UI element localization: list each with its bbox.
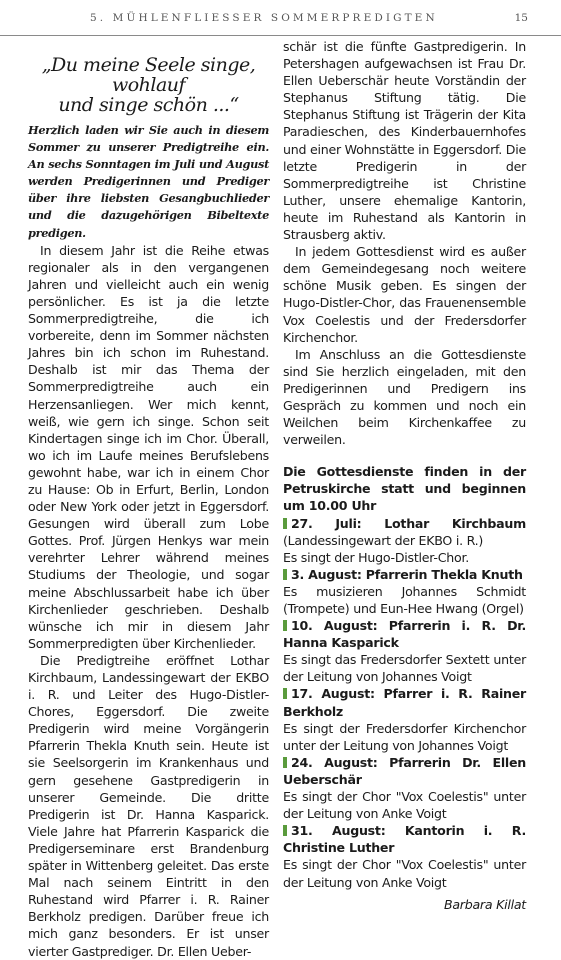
schedule-entry-music: Es singt das Fredersdorfer Sextett unter der Leitung von Johannes Voigt (283, 652, 526, 685)
schedule-entry-date-preacher: 10. August: Pfarrerin i. R. Dr. Hanna Kasparick (283, 618, 526, 651)
schedule-entry-music: Es singt der Chor "Vox Coelestis" unter der Leitung von Anke Voigt (283, 789, 526, 822)
article-title-line-2: und singe schön ...“ (58, 94, 239, 116)
bullet-marker-icon (283, 757, 287, 768)
article-title (28, 55, 269, 115)
article-title-line-1: „Du meine Seele singe, wohlauf (41, 54, 256, 96)
bullet-marker-icon (283, 569, 287, 580)
schedule-entry (283, 822, 526, 890)
schedule-entry-music: Es singt der Chor "Vox Coelestis" unter der Leitung von Anke Voigt (283, 857, 526, 890)
article-lead: Herzlich laden wir Sie auch in diesem Sommer zu unserer Predigtreihe ein. An sechs Sonntagen im Juli und August werden Predigerinnen und Prediger über ihre liebsten Gesangbuchlieder und die dazugehörigen Bibeltexte predigen. (28, 123, 269, 240)
paragraph-1: In diesem Jahr ist die Reihe etwas regionaler als in den vergangenen Jahren und vielleicht auch ein wenig persönlicher. Es ist ja die letzte Sommerpredigtreihe, die ich vorbereite, denn im Sommer nächsten Jahres bin ich schon im Ruhestand. Deshalb ist mir das Thema der Sommerpredigtreihe auch ein Herzensanliegen. Wer mich kennt, weiß, wie gern ich singe. Schon seit Kindertagen singe ich im Chor. Überall, wo ich im Laufe meines Berufslebens gewohnt habe, war ich in einem Chor zu Hause: Ob in Erfurt, Berlin, London oder New York oder jetzt in Eggersdorf. Gesungen wird überall zum Lobe Gottes. Prof. Jürgen Henkys war mein verehrter Lehrer während meines Studiums der Theologie, und sogar meine Abschlussarbeit habe ich über Kirchenlieder geschrieben. Deshalb wünsche ich mir in diesem Jahr Sommerpredigten über Kirchenlieder. (28, 242, 269, 651)
schedule-entry (283, 515, 526, 566)
paragraph-2-continued: schär ist die fünfte Gastpredigerin. In Petershagen aufgewachsen ist Frau Dr. Ellen Ueberschär heute Vorständin der Stephanus Stiftung tätig. Die Stephanus Stiftung ist Trägerin der Kita Paradieschen, des Kinderbauernhofes und einer Wohnstätte in Eggersdorf. Die letzte Predigerin in der Sommerpredigtreihe ist Christine Luther, unsere ehemalige Kantorin, heute im Ruhestand als Kantorin in Strausberg aktiv. (283, 39, 526, 243)
schedule-intro: Die Gottesdienste finden in der Petruskirche statt und beginnen um 10.00 Uhr (283, 464, 526, 514)
right-column (283, 38, 526, 913)
bullet-marker-icon (283, 518, 287, 529)
bullet-marker-icon (283, 825, 287, 836)
schedule-entry (283, 754, 526, 822)
schedule-entry-music: Es musizieren Johannes Schmidt (Trompete) und Eun-Hee Hwang (Orgel) (283, 583, 526, 616)
schedule-entry-date-preacher: 31. August: Kantorin i. R. Christine Luther (283, 823, 526, 856)
running-header (0, 0, 561, 36)
bullet-marker-icon (283, 688, 287, 699)
schedule-entry-date-preacher: 17. August: Pfarrer i. R. Rainer Berkholz (283, 686, 526, 719)
schedule-entry-date-preacher: 3. August: Pfarrerin Thekla Knuth (291, 566, 523, 582)
left-column (28, 55, 269, 960)
schedule-entry-title: (Landessingewart der EKBO i. R.) (283, 532, 484, 548)
schedule-entry (283, 617, 526, 685)
schedule-entry-music: Es singt der Hugo-Distler-Chor. (283, 549, 469, 565)
paragraph-2: Die Predigtreihe eröffnet Lothar Kirchbaum, Landessingewart der EKBO i. R. und Leiter des Hugo-Distler-Chores, Eggersdorf. Die zweite Predigerin wird meine Vorgängerin Pfarrerin Thekla Knuth sein. Heute ist sie Seelsorgerin im Krankenhaus und gern gesehene Gastpredigerin in unserer Gemeinde. Die dritte Predigerin ist Dr. Hanna Kasparick. Viele Jahre hat Pfarrerin Kasparick die Predigerseminare erst Brandenburg später in Wittenberg geleitet. Das erste Mal nach seinem Eintritt in den Ruhestand wird Pfarrer i. R. Rainer Berkholz predigen. Darüber freue ich mich ganz besonders. Er ist unser vierter Gastprediger. Dr. Ellen Ueber- (28, 652, 269, 959)
schedule-entry-date-preacher: 27. Juli: Lothar Kirchbaum (291, 515, 526, 531)
schedule-entry-date-preacher: 24. August: Pfarrerin Dr. Ellen Ueberschär (283, 754, 526, 787)
bullet-marker-icon (283, 620, 287, 631)
schedule-entry-music: Es singt der Fredersdorfer Kirchenchor unter der Leitung von Johannes Voigt (283, 720, 526, 753)
paragraph-4: Im Anschluss an die Gottesdienste sind Sie herzlich eingeladen, mit den Predigerinnen und Predigern ins Gespräch zu kommen und noch ein Weilchen beim Kirchenkaffee zu verweilen. (283, 346, 526, 448)
page-number: 15 (514, 12, 528, 24)
header-title: 5. MÜHLENFLIESSER SOMMERPREDIGTEN (90, 12, 438, 24)
paragraph-3: In jedem Gottesdienst wird es außer dem Gemeindegesang noch weitere schöne Musik geben. Es singen der Hugo-Distler-Chor, das Frauenensemble Vox Coelestis und der Fredersdorfer Kirchenchor. (283, 244, 526, 345)
schedule-entry (283, 685, 526, 753)
author-signature: Barbara Killat (443, 896, 526, 912)
schedule-entry (283, 566, 526, 617)
